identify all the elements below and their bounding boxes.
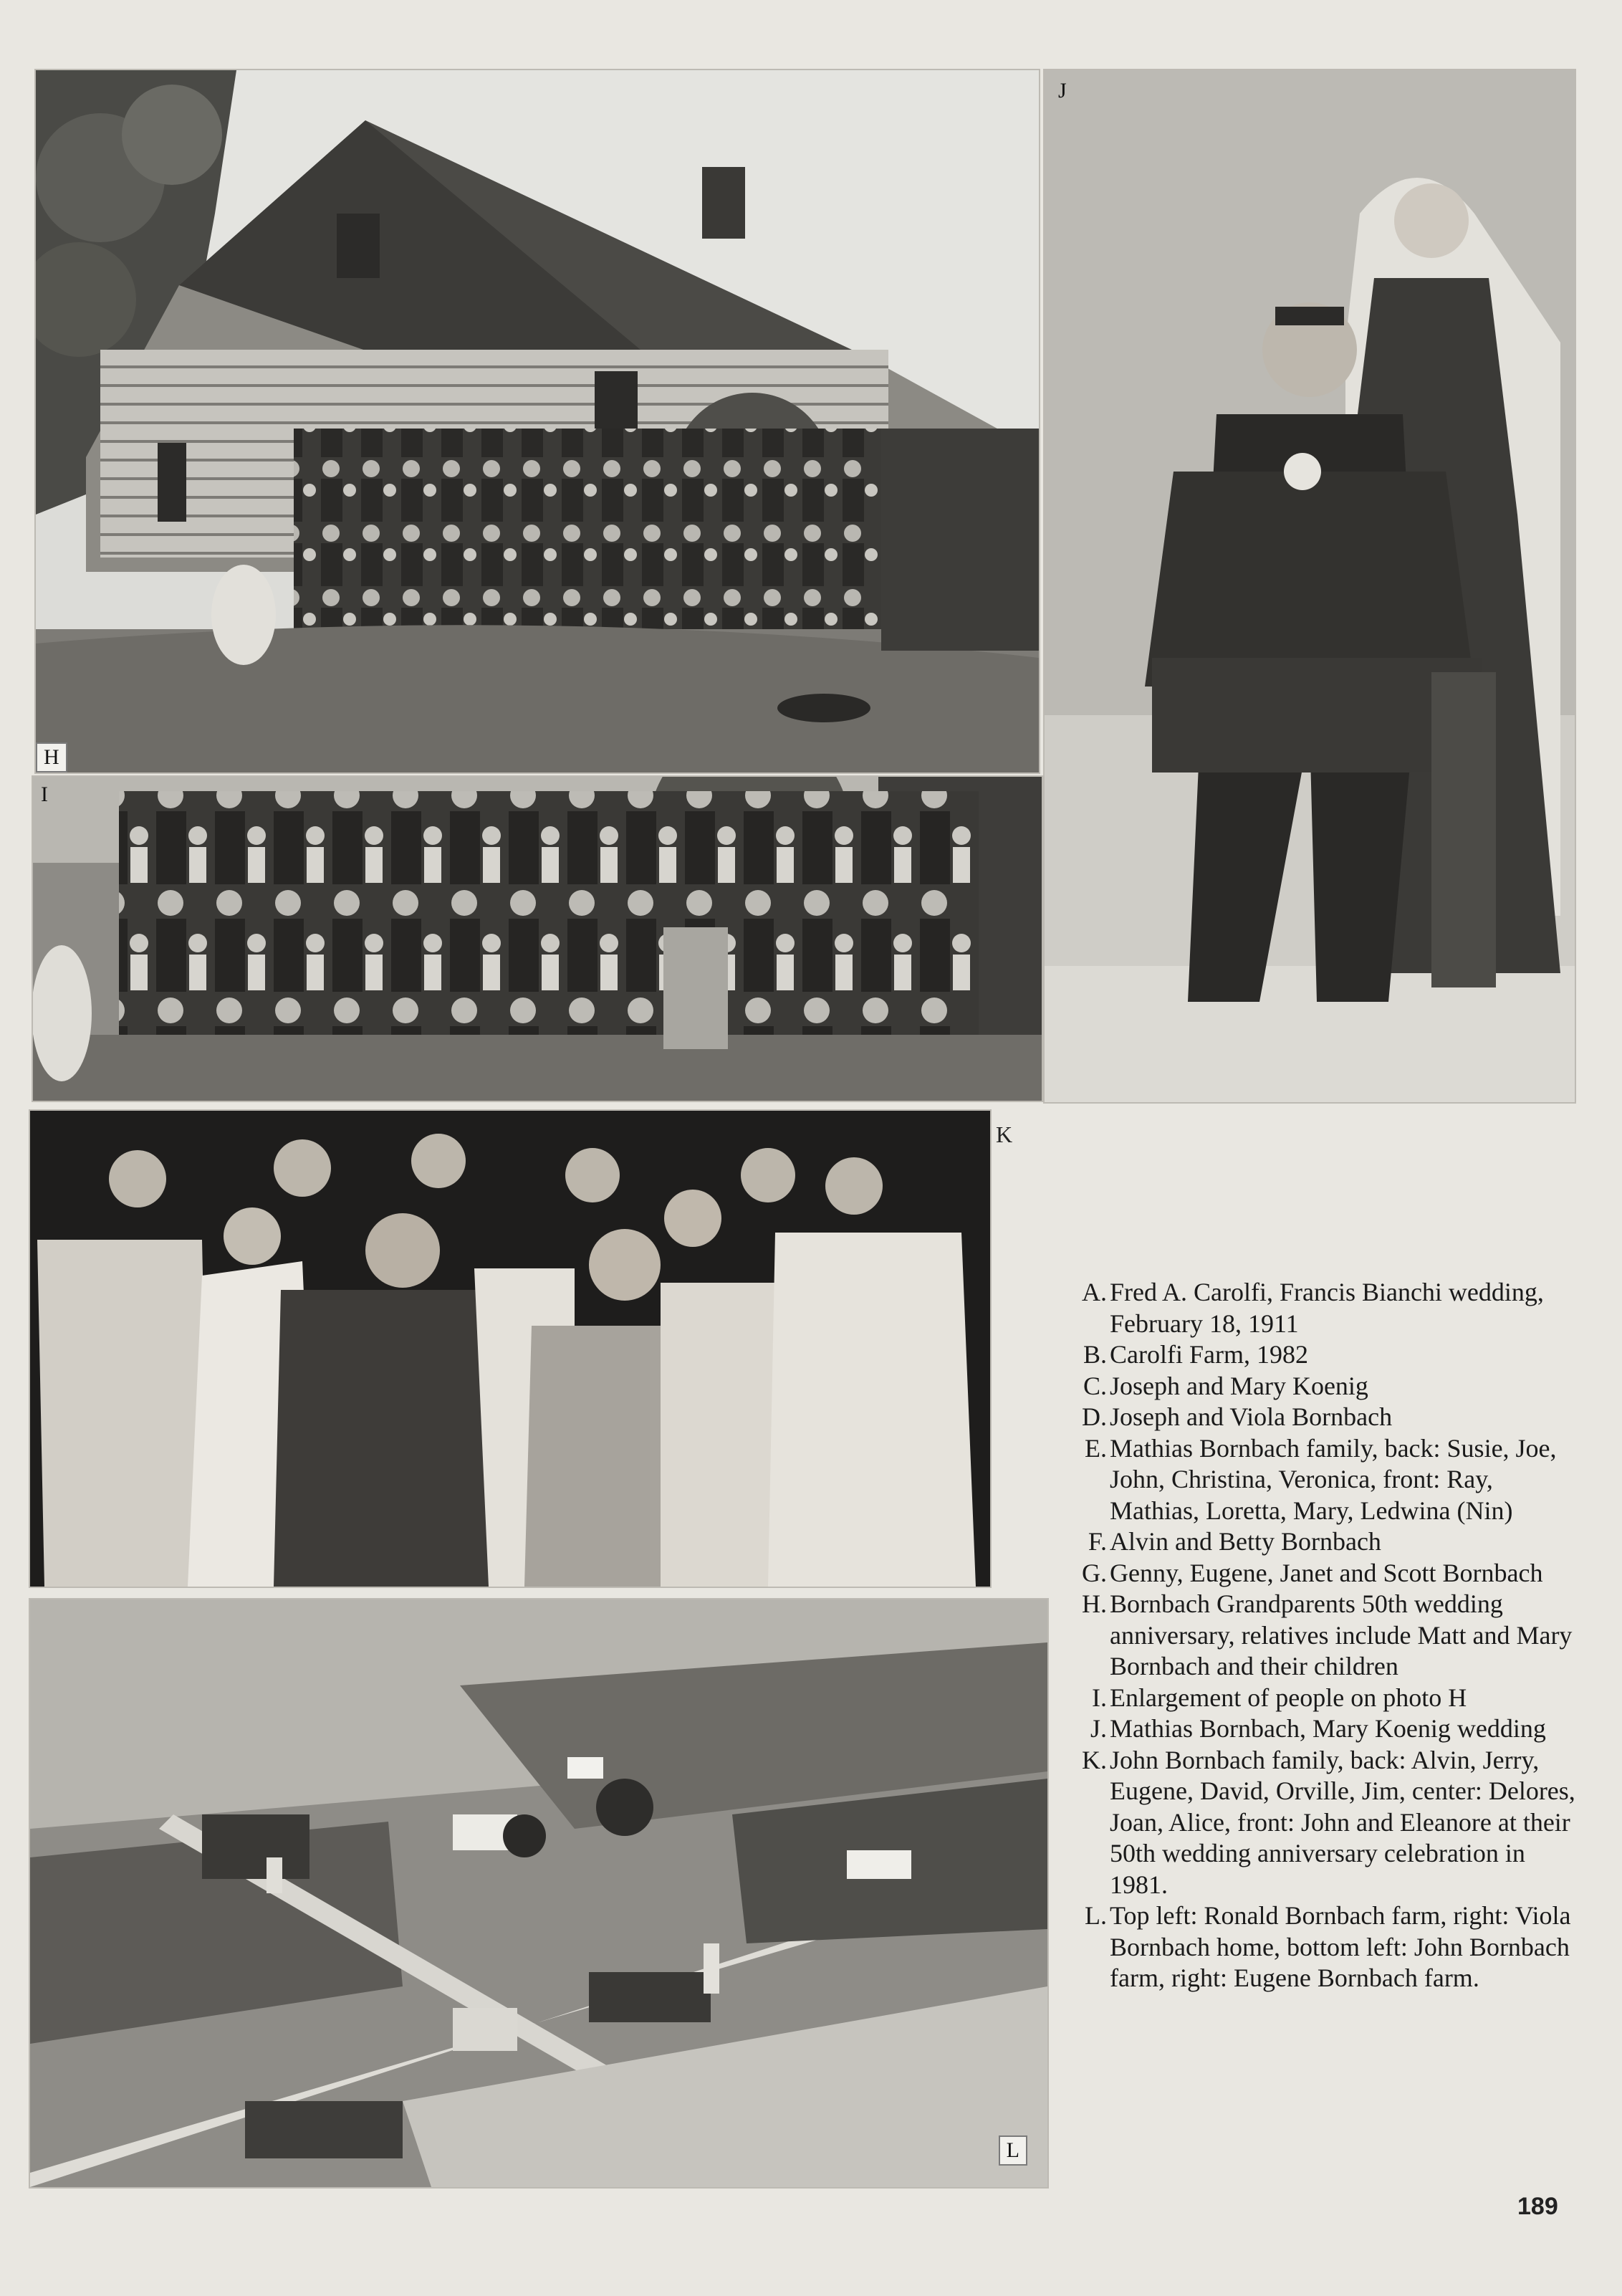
- caption-letter: A.: [1082, 1278, 1107, 1306]
- caption-text: Mathias Bornbach family, back: Susie, Joe, John, Christina, Veronica, front: Ray, Mathias, Loretta, Mary, Ledwina (Nin): [1110, 1433, 1557, 1525]
- caption-letter: I.: [1092, 1683, 1107, 1712]
- caption-text: John Bornbach family, back: Alvin, Jerry, Eugene, David, Orville, Jim, center: Delores, Joan, Alice, front: John and Eleanore at their 50th wedding anniversary celebration in 1981.: [1110, 1745, 1575, 1899]
- caption-item: [1071, 1589, 1587, 1683]
- caption-letter: H.: [1082, 1589, 1107, 1618]
- photo-h-log-house: [34, 69, 1040, 774]
- caption-text: Alvin and Betty Bornbach: [1110, 1527, 1381, 1556]
- caption-item: [1071, 1900, 1587, 1994]
- caption-text: Bornbach Grandparents 50th wedding anniversary, relatives include Matt and Mary Bornbach and their children: [1110, 1589, 1573, 1680]
- caption-letter: D.: [1082, 1402, 1107, 1431]
- photo-j-wedding-portrait: [1043, 69, 1576, 1104]
- caption-letter: J.: [1090, 1714, 1107, 1743]
- photo-k-family-portrait: [29, 1109, 992, 1588]
- caption-item: [1071, 1558, 1587, 1589]
- caption-item: [1071, 1402, 1587, 1433]
- caption-item: [1071, 1339, 1587, 1371]
- photo-label-j: J: [1058, 79, 1067, 102]
- page-number: 189: [1517, 2193, 1558, 2220]
- photo-label-k: K: [996, 1121, 1013, 1147]
- caption-text: Top left: Ronald Bornbach farm, right: Viola Bornbach home, bottom left: John Bornbach farm, right: Eugene Bornbach farm.: [1110, 1901, 1571, 1992]
- photo-i-image: [33, 777, 1042, 1101]
- caption-item: [1071, 1526, 1587, 1558]
- caption-letter: G.: [1082, 1558, 1107, 1587]
- photo-l-aerial-farms: [29, 1598, 1049, 2189]
- caption-letter: F.: [1088, 1527, 1107, 1556]
- photo-l-image: [30, 1599, 1047, 2187]
- caption-text: Genny, Eugene, Janet and Scott Bornbach: [1110, 1558, 1543, 1587]
- caption-letter: L.: [1085, 1901, 1107, 1930]
- caption-item: [1071, 1683, 1587, 1714]
- caption-letter: B.: [1083, 1340, 1107, 1369]
- photo-h-image: [36, 70, 1039, 772]
- caption-text: Mathias Bornbach, Mary Koenig wedding: [1110, 1714, 1546, 1743]
- caption-item: [1071, 1277, 1587, 1339]
- photo-k-image: [30, 1111, 990, 1587]
- photo-label-i: I: [41, 783, 48, 806]
- caption-item: [1071, 1745, 1587, 1901]
- photo-j-image: [1045, 70, 1575, 1102]
- caption-text: Fred A. Carolfi, Francis Bianchi wedding, February 18, 1911: [1110, 1278, 1544, 1338]
- caption-item: [1071, 1713, 1587, 1745]
- caption-letter: E.: [1085, 1433, 1107, 1463]
- caption-letter: C.: [1083, 1371, 1107, 1400]
- caption-text: Enlargement of people on photo H: [1110, 1683, 1467, 1712]
- caption-text: Carolfi Farm, 1982: [1110, 1340, 1308, 1369]
- caption-item: [1071, 1371, 1587, 1402]
- caption-letter: K.: [1082, 1745, 1107, 1774]
- caption-item: [1071, 1433, 1587, 1527]
- photo-label-l: L: [999, 2135, 1027, 2166]
- photo-label-h: H: [36, 742, 67, 772]
- caption-text: Joseph and Viola Bornbach: [1110, 1402, 1393, 1431]
- caption-text: Joseph and Mary Koenig: [1110, 1371, 1368, 1400]
- photo-i-family-enlargement: [32, 775, 1043, 1102]
- caption-list: [1071, 1277, 1587, 1994]
